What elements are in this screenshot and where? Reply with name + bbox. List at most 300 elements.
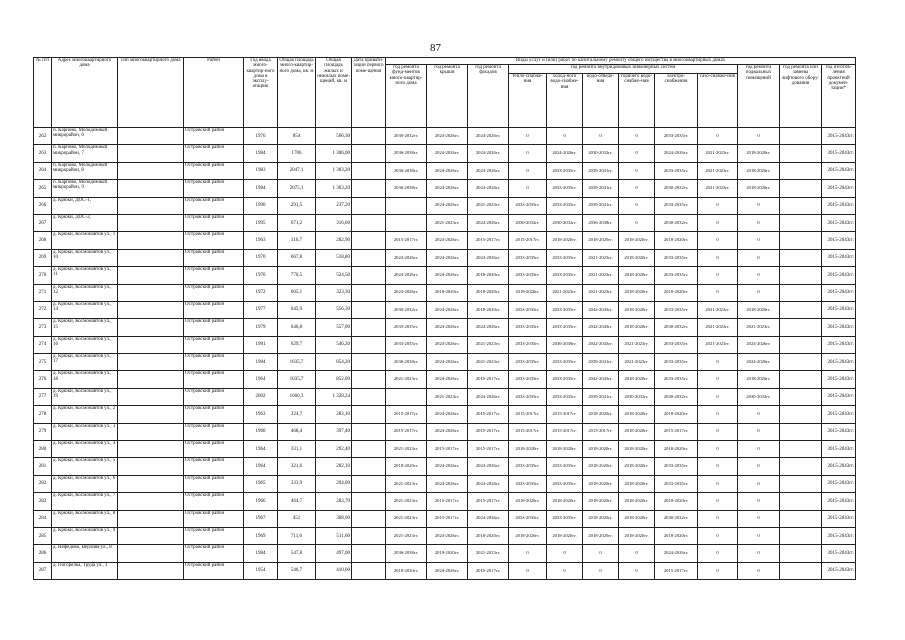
cell-survey-date [352, 162, 386, 179]
cell-number: 285 [34, 527, 52, 544]
cell-address: д. Крюки, Космонавтов ул., 15 [52, 319, 118, 336]
cell-electric: 2015-2017гг. [655, 423, 698, 440]
cell-heat: 0 [509, 562, 547, 579]
cell-roof: 2024-2026гг. [427, 180, 468, 197]
cell-year-built: 1995 [244, 214, 278, 231]
cell-foundation: 2015-2017гг. [386, 406, 427, 423]
cell-living-area: 282,90 [316, 232, 352, 249]
table-row [34, 493, 856, 510]
cell-roof: 2024-2026гг. [427, 336, 468, 353]
cell-elevator [780, 301, 822, 318]
cell-facade: 2024-2026гг. [468, 162, 509, 179]
cell-elevator [780, 249, 822, 266]
cell-roof: 2024-2026гг. [427, 371, 468, 388]
cell-number: 275 [34, 354, 52, 371]
table-row [34, 301, 856, 318]
cell-design-docs: 2015-2043гг. [822, 301, 856, 318]
table-row [34, 406, 856, 423]
cell-elevator [780, 493, 822, 510]
cell-design-docs: 2015-2043гг. [822, 232, 856, 249]
cell-facade: 2024-2026гг. [468, 510, 509, 527]
cell-elevator [780, 128, 822, 145]
cell-living-area: 854,20 [316, 354, 352, 371]
cell-living-area: 511,60 [316, 527, 352, 544]
cell-survey-date [352, 406, 386, 423]
cell-district: Островский район [184, 336, 244, 353]
cell-roof: 2024-2026гг. [427, 319, 468, 336]
cell-type [118, 458, 184, 475]
cell-year-built: 1963 [244, 232, 278, 249]
cell-electric: 2018-2020гг. [655, 527, 698, 544]
cell-elevator [780, 319, 822, 336]
cell-design-docs: 2015-2043гг. [822, 128, 856, 145]
cell-gas: 0 [698, 527, 738, 544]
cell-survey-date [352, 319, 386, 336]
cell-electric: 2024-2026гг. [655, 545, 698, 562]
cell-sewage: 2018-2020гг. [583, 406, 619, 423]
cell-cold-water: 2018-2020гг. [547, 527, 583, 544]
cell-number: 271 [34, 284, 52, 301]
cell-design-docs: 2015-2043гг. [822, 354, 856, 371]
cell-cold-water: 2036-2038гг. [547, 336, 583, 353]
cell-design-docs: 2015-2043гг. [822, 545, 856, 562]
cell-sewage: 2018-2020гг. [583, 458, 619, 475]
cell-electric: 2033-2035гг. [655, 128, 698, 145]
cell-address: д. Крюки, Космонавтов ул., 7 [52, 493, 118, 510]
cell-electric: 2033-2035гг. [655, 197, 698, 214]
cell-type [118, 214, 184, 231]
cell-living-area: 292,40 [316, 441, 352, 458]
cell-number: 278 [34, 406, 52, 423]
cell-survey-date [352, 354, 386, 371]
cell-survey-date [352, 336, 386, 353]
cell-address: д. Крюки, Космонавтов ул., 18 [52, 371, 118, 388]
cell-year-built: 1979 [244, 319, 278, 336]
cell-heat: 2015-2017гг. [509, 232, 547, 249]
cell-district: Островский район [184, 145, 244, 162]
cell-heat: 0 [509, 128, 547, 145]
cell-sewage: 2018-2020гг. [583, 527, 619, 544]
cell-sewage: 0 [583, 128, 619, 145]
header-type: Тип многоквартирного дома [118, 58, 184, 128]
cell-survey-date [352, 284, 386, 301]
cell-design-docs: 2015-2043гг. [822, 145, 856, 162]
cell-year-built: 1954 [244, 562, 278, 579]
cell-basement: 2018-2020гг. [738, 180, 780, 197]
cell-roof: 2021-2023гг. [427, 214, 468, 231]
header-survey-date: Дата привати-зации первого поме-щения [352, 58, 386, 128]
cell-basement: 2024-2026гг. [738, 336, 780, 353]
cell-survey-date [352, 388, 386, 405]
header-address: Адрес многоквартирного дома [52, 58, 118, 128]
cell-sewage: 2039-2041гг. [583, 197, 619, 214]
cell-sewage: 2039-2041гг. [583, 388, 619, 405]
cell-design-docs: 2015-2043гг. [822, 162, 856, 179]
cell-roof: 2024-2026гг. [427, 145, 468, 162]
cell-cold-water: 2033-2035гг. [547, 458, 583, 475]
cell-total-area: 451 [278, 510, 316, 527]
cell-year-built: 1984 [244, 180, 278, 197]
table-row [34, 145, 856, 162]
header-sewage: водо-отведе-ния [583, 74, 619, 128]
cell-district: Островский район [184, 214, 244, 231]
cell-hot-water: 2018-2020гг. [619, 475, 655, 492]
cell-elevator [780, 354, 822, 371]
cell-hot-water: 2018-2020гг. [619, 249, 655, 266]
cell-gas: 0 [698, 545, 738, 562]
cell-year-built: 1970 [244, 267, 278, 284]
cell-total-area: 646,8 [278, 319, 316, 336]
cell-survey-date [352, 214, 386, 231]
header-year-built: Год ввода много-квартир-ного дома в эксплу-атацию [244, 58, 278, 128]
cell-heat: 2033-2035гг. [509, 510, 547, 527]
cell-foundation: 2033-2035гг. [386, 319, 427, 336]
cell-foundation: 2021-2023гг. [386, 371, 427, 388]
cell-total-area: 711,6 [278, 527, 316, 544]
cell-district: Островский район [184, 354, 244, 371]
cell-facade: 2024-2026гг. [468, 458, 509, 475]
cell-electric: 2030-2032гг. [655, 214, 698, 231]
cell-foundation: 2033-2035гг. [386, 336, 427, 353]
table-row [34, 510, 856, 527]
cell-cold-water: 2033-2035гг. [547, 371, 583, 388]
cell-address: д. Крюки, Космонавтов ул., 5 [52, 458, 118, 475]
cell-survey-date [352, 423, 386, 440]
cell-year-built: 1963 [244, 406, 278, 423]
cell-living-area: 557,00 [316, 319, 352, 336]
cell-total-area: 333,9 [278, 475, 316, 492]
cell-year-built: 1983 [244, 162, 278, 179]
cell-cold-water: 2033-2035гг. [547, 354, 583, 371]
header-basement: год ремонта подвальных помещений [738, 65, 780, 128]
cell-elevator [780, 145, 822, 162]
cell-facade: 2015-2017гг. [468, 493, 509, 510]
cell-design-docs: 2015-2043гг. [822, 458, 856, 475]
cell-roof: 2024-2026гг. [427, 162, 468, 179]
cell-basement: 0 [738, 284, 780, 301]
cell-district: Островский район [184, 267, 244, 284]
cell-design-docs: 2015-2043гг. [822, 249, 856, 266]
cell-type [118, 336, 184, 353]
cell-electric: 2033-2035гг. [655, 336, 698, 353]
cell-gas: 0 [698, 441, 738, 458]
cell-basement: 0 [738, 562, 780, 579]
cell-sewage: 2018-2020гг. [583, 232, 619, 249]
cell-roof: 2018-2020гг. [427, 284, 468, 301]
cell-hot-water: 0 [619, 197, 655, 214]
cell-roof: 2015-2017гг. [427, 441, 468, 458]
cell-facade: 2024-2026гг. [468, 180, 509, 197]
cell-basement: 0 [738, 406, 780, 423]
table-row [34, 423, 856, 440]
cell-facade: 2021-2023гг. [468, 197, 509, 214]
cell-hot-water: 0 [619, 545, 655, 562]
cell-basement: 0 [738, 267, 780, 284]
cell-foundation: 2036-2038гг. [386, 145, 427, 162]
cell-living-area: 852,00 [316, 371, 352, 388]
cell-survey-date [352, 371, 386, 388]
cell-year-built: 1984 [244, 354, 278, 371]
cell-living-area: 556,30 [316, 301, 352, 318]
cell-type [118, 475, 184, 492]
table-row [34, 232, 856, 249]
cell-address: д. Крюки, ДОС-1, [52, 197, 118, 214]
cell-living-area: 524,50 [316, 267, 352, 284]
cell-district: Островский район [184, 406, 244, 423]
cell-living-area: 283,10 [316, 406, 352, 423]
cell-elevator [780, 388, 822, 405]
cell-electric: 2033-2035гг. [655, 371, 698, 388]
cell-elevator [780, 510, 822, 527]
cell-district: Островский район [184, 197, 244, 214]
cell-facade: 2018-2020гг. [468, 527, 509, 544]
cell-type [118, 493, 184, 510]
cell-gas: 2021-2023гг. [698, 145, 738, 162]
cell-elevator [780, 197, 822, 214]
cell-survey-date [352, 458, 386, 475]
table-row [34, 214, 856, 231]
cell-hot-water: 2018-2020гг. [619, 267, 655, 284]
cell-address: д. Крюки, Космонавтов ул., 17 [52, 354, 118, 371]
cell-facade: 2024-2026гг. [468, 319, 509, 336]
cell-survey-date [352, 267, 386, 284]
cell-cold-water: 2033-2035гг. [547, 162, 583, 179]
cell-year-built: 1970 [244, 249, 278, 266]
cell-gas: 0 [698, 423, 738, 440]
cell-hot-water: 2018-2020гг. [619, 406, 655, 423]
cell-year-built: 1976 [244, 128, 278, 145]
cell-survey-date [352, 441, 386, 458]
header-total-area: Общая площадь много-квартир-ного дома, кв. м [278, 58, 316, 128]
cell-total-area: 546,7 [278, 562, 316, 579]
cell-hot-water: 0 [619, 562, 655, 579]
table-row [34, 441, 856, 458]
cell-heat: 0 [509, 180, 547, 197]
cell-survey-date [352, 493, 386, 510]
cell-cold-water: 0 [547, 128, 583, 145]
cell-address: д. Крюки, Космонавтов ул., 4 [52, 441, 118, 458]
cell-survey-date [352, 180, 386, 197]
cell-type [118, 527, 184, 544]
repair-schedule-table [33, 57, 856, 580]
cell-hot-water: 2018-2020гг. [619, 527, 655, 544]
cell-cold-water: 2033-2035гг. [547, 197, 583, 214]
cell-gas: 0 [698, 249, 738, 266]
cell-elevator [780, 545, 822, 562]
cell-heat: 2018-2020гг. [509, 441, 547, 458]
cell-living-area: 316,60 [316, 214, 352, 231]
cell-electric: 2033-2035гг. [655, 301, 698, 318]
header-design: год изготов-ления проектной докумен-тации* [822, 65, 856, 128]
cell-sewage: 2021-2023гг. [583, 249, 619, 266]
cell-foundation: 2018-2020гг. [386, 458, 427, 475]
cell-number: 273 [34, 319, 52, 336]
cell-district: Островский район [184, 128, 244, 145]
header-roof: год ремонта крыши [427, 65, 468, 128]
cell-foundation: 2021-2023гг. [386, 510, 427, 527]
cell-basement: 2018-2020гг. [738, 371, 780, 388]
cell-heat: 2015-2017гг. [509, 406, 547, 423]
cell-hot-water: 2018-2020гг. [619, 232, 655, 249]
cell-sewage: 0 [583, 545, 619, 562]
cell-foundation: 2015-2017гг. [386, 423, 427, 440]
cell-number: 282 [34, 475, 52, 492]
cell-electric: 2033-2035гг. [655, 354, 698, 371]
cell-district: Островский район [184, 319, 244, 336]
cell-foundation: 2015-2017гг. [386, 232, 427, 249]
cell-elevator [780, 527, 822, 544]
cell-foundation: 2021-2023гг. [386, 527, 427, 544]
cell-living-area: 1 303,20 [316, 162, 352, 179]
cell-year-built: 1965 [244, 475, 278, 492]
cell-foundation [386, 388, 427, 405]
cell-roof: 2015-2017гг. [427, 510, 468, 527]
table-row [34, 458, 856, 475]
cell-elevator [780, 232, 822, 249]
cell-heat: 2033-2035гг. [509, 197, 547, 214]
cell-total-area: 468,4 [278, 423, 316, 440]
table-body [34, 128, 856, 580]
cell-roof: 2024-2026гг. [427, 128, 468, 145]
cell-electric: 2033-2035гг. [655, 458, 698, 475]
cell-basement: 2018-2020гг. [738, 301, 780, 318]
cell-electric: 2024-2026гг. [655, 145, 698, 162]
cell-total-area: 629,7 [278, 336, 316, 353]
cell-basement: 0 [738, 527, 780, 544]
cell-number: 276 [34, 371, 52, 388]
cell-roof: 2024-2026гг. [427, 232, 468, 249]
cell-electric: 2018-2020гг. [655, 493, 698, 510]
cell-type [118, 354, 184, 371]
cell-design-docs: 2015-2043гг. [822, 214, 856, 231]
cell-total-area: 1660,3 [278, 388, 316, 405]
cell-address: д. Крюки, Космонавтов ул., 9 [52, 527, 118, 544]
cell-heat: 2015-2017гг. [509, 423, 547, 440]
cell-year-built: 1972 [244, 284, 278, 301]
header-num: № п/п [34, 58, 52, 128]
cell-design-docs: 2015-2043гг. [822, 423, 856, 440]
cell-number: 264 [34, 162, 52, 179]
cell-design-docs: 2015-2043гг. [822, 406, 856, 423]
cell-basement: 0 [738, 458, 780, 475]
cell-gas: 0 [698, 284, 738, 301]
cell-hot-water: 0 [619, 128, 655, 145]
cell-number: 263 [34, 145, 52, 162]
cell-electric: 2015-2017гг. [655, 562, 698, 579]
cell-foundation: 2036-2038гг. [386, 162, 427, 179]
cell-number: 277 [34, 388, 52, 405]
cell-total-area: 770,5 [278, 267, 316, 284]
cell-facade: 2021-2023гг. [468, 545, 509, 562]
cell-hot-water: 0 [619, 145, 655, 162]
cell-total-area: 605,1 [278, 284, 316, 301]
cell-elevator [780, 336, 822, 353]
cell-address: д. Крюки, ДОС-2, [52, 214, 118, 231]
cell-design-docs: 2015-2043гг. [822, 371, 856, 388]
cell-elevator [780, 562, 822, 579]
cell-gas: 0 [698, 267, 738, 284]
cell-roof: 2024-2026гг. [427, 527, 468, 544]
header-heat: тепло-снабже-ния [509, 74, 547, 128]
cell-number: 284 [34, 510, 52, 527]
cell-living-area: 1 328,24 [316, 388, 352, 405]
cell-cold-water: 0 [547, 545, 583, 562]
cell-gas: 0 [698, 406, 738, 423]
cell-design-docs: 2015-2043гг. [822, 180, 856, 197]
cell-electric: 2033-2035гг. [655, 162, 698, 179]
cell-heat: 0 [509, 145, 547, 162]
cell-number: 279 [34, 423, 52, 440]
cell-cold-water: 2024-2026гг. [547, 145, 583, 162]
cell-year-built: 1984 [244, 545, 278, 562]
cell-total-area: 291,5 [278, 197, 316, 214]
cell-living-area: 546,20 [316, 336, 352, 353]
cell-heat: 2033-2035гг. [509, 336, 547, 353]
table-row [34, 162, 856, 179]
cell-gas: 2021-2023гг. [698, 180, 738, 197]
cell-total-area: 2075,1 [278, 180, 316, 197]
cell-design-docs: 2015-2043гг. [822, 336, 856, 353]
cell-heat: 2033-2035гг. [509, 371, 547, 388]
cell-address: п. Карпово, Молодежный микрорайон, 7 [52, 145, 118, 162]
cell-year-built: 1964 [244, 441, 278, 458]
cell-basement: 0 [738, 214, 780, 231]
cell-heat: 2018-2020гг. [509, 527, 547, 544]
cell-cold-water: 2018-2020гг. [547, 493, 583, 510]
cell-total-area: 547,8 [278, 545, 316, 562]
cell-type [118, 180, 184, 197]
cell-living-area: 397,40 [316, 423, 352, 440]
cell-total-area: 1035,7 [278, 371, 316, 388]
cell-roof: 2024-2026гг. [427, 249, 468, 266]
cell-facade: 2015-2017гг. [468, 441, 509, 458]
cell-address: д. Крюки, Космонавтов ул., 14 [52, 301, 118, 318]
cell-roof: 2018-2020гг. [427, 545, 468, 562]
cell-facade: 2015-2017гг. [468, 406, 509, 423]
cell-electric: 2033-2035гг. [655, 475, 698, 492]
cell-foundation: 2021-2023гг. [386, 441, 427, 458]
cell-foundation: 2036-2038гг. [386, 545, 427, 562]
cell-facade: 2021-2023гг. [468, 336, 509, 353]
table-row [34, 475, 856, 492]
cell-type [118, 388, 184, 405]
cell-design-docs: 2015-2043гг. [822, 493, 856, 510]
cell-foundation: 2024-2026гг. [386, 249, 427, 266]
cell-address: д. Погорелка, Труда ул., 1 [52, 562, 118, 579]
cell-foundation: 2036-2038гг. [386, 354, 427, 371]
cell-number: 286 [34, 545, 52, 562]
header-living-area: Общая площадь жилых и нежилых поме-щений, кв. м [316, 58, 352, 128]
cell-year-built: 1969 [244, 527, 278, 544]
cell-address: д. Крюки, Космонавтов ул., 16 [52, 336, 118, 353]
cell-cold-water: 2015-2017гг. [547, 423, 583, 440]
cell-type [118, 423, 184, 440]
cell-facade: 2024-2026гг. [468, 145, 509, 162]
cell-hot-water: 2018-2020гг. [619, 423, 655, 440]
cell-elevator [780, 284, 822, 301]
cell-district: Островский район [184, 388, 244, 405]
cell-type [118, 249, 184, 266]
cell-gas: 2021-2023гг. [698, 319, 738, 336]
cell-cold-water: 2033-2035гг. [547, 388, 583, 405]
cell-gas: 0 [698, 458, 738, 475]
cell-facade: 2018-2020гг. [468, 267, 509, 284]
table-row [34, 545, 856, 562]
cell-hot-water: 2021-2023гг. [619, 336, 655, 353]
cell-electric: 2030-2032гг. [655, 510, 698, 527]
cell-address: д. Крюки, Космонавтов ул., 8 [52, 510, 118, 527]
cell-basement: 2024-2026гг. [738, 354, 780, 371]
